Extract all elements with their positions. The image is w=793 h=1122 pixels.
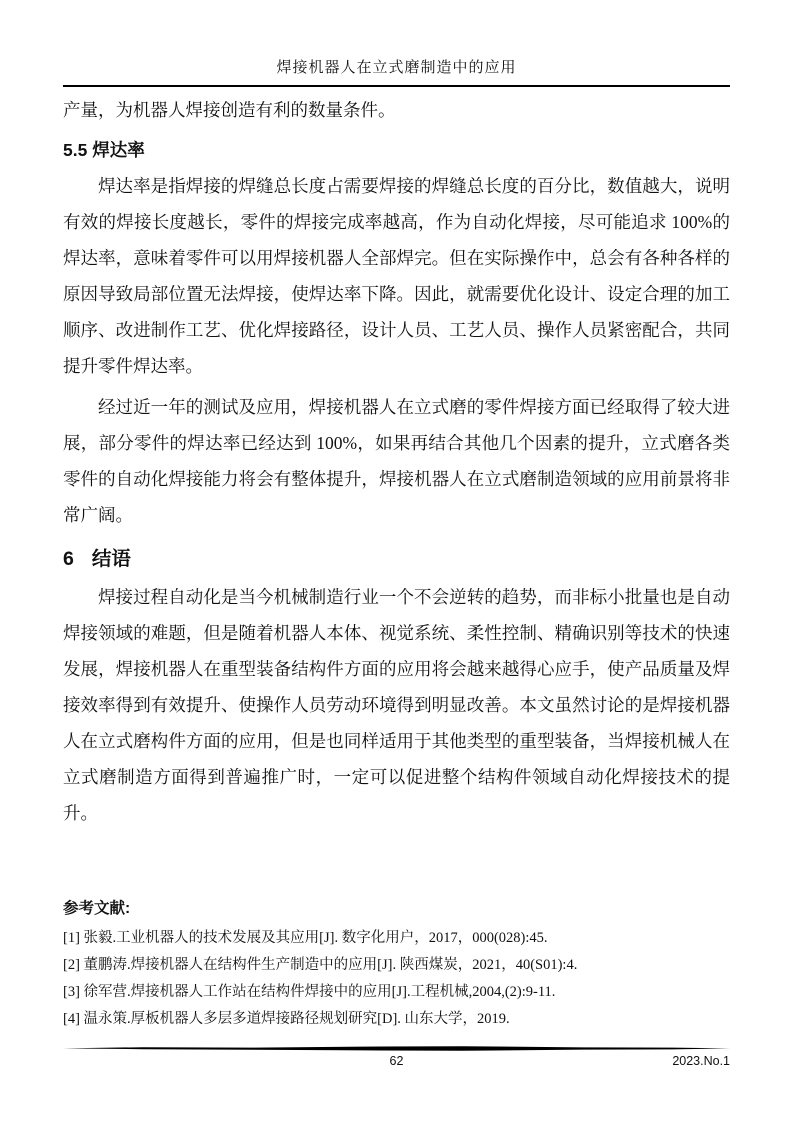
page-footer [63,1044,730,1073]
page-number: 62 [389,1054,404,1068]
paragraph-continuation: 产量，为机器人焊接创造有利的数量条件。 [63,100,396,120]
issue-label: 2023.No.1 [672,1054,730,1068]
references-section [63,897,730,1033]
reference-item: [4] 温永策.厚板机器人多层多道焊接路径规划研究[D]. 山东大学，2019. [63,1011,510,1027]
footer-rule-line [63,1044,730,1053]
section-heading-6-number: 6 [63,548,74,570]
footer-text-row [63,1053,730,1073]
section-6-paragraph: 焊接过程自动化是当今机械制造行业一个不会逆转的趋势，而非标小批量也是自动焊接领域的难题，但是随着机器人本体、视觉系统、柔性控制、精确识别等技术的快速发展，焊接机器人在重型装备结构件方面的应用将会越来越得心应手，使产品质量及焊接效率得到有效提升、使操作人员劳动环境得到明显改善。本文虽然讨论的是焊接机器人在立式磨构件方面的应用，但是也同样适用于其他类型的重型装备，当焊接机械人在立式磨制造方面得到普遍推广时，一定可以促进整个结构件领域自动化焊接技术的提升。 [63,587,730,823]
section-5-5-paragraph-2: 经过近一年的测试及应用，焊接机器人在立式磨的零件焊接方面已经取得了较大进展，部分零件的焊达率已经达到 100%，如果再结合其他几个因素的提升，立式磨各类零件的自动化焊接能力将会有整体提升，焊接机器人在立式磨制造领域的应用前景将非常广阔。 [63,397,730,525]
section-heading-6 [63,544,730,574]
reference-item: [3] 徐军营.焊接机器人工作站在结构件焊接中的应用[J].工程机械,2004,(2):9-11. [63,984,556,1000]
references-heading: 参考文献: [63,900,131,917]
running-header-title: 焊接机器人在立式磨制造中的应用 [63,56,730,87]
reference-item: [1] 张毅.工业机器人的技术发展及其应用[J]. 数字化用户，2017，000(028):45. [63,930,548,946]
section-5-5-paragraph-1: 焊达率是指焊接的焊缝总长度占需要焊接的焊缝总长度的百分比，数值越大，说明有效的焊接长度越长，零件的焊接完成率越高，作为自动化焊接，尽可能追求 100%的焊达率，意味着零件可以用焊接机器人全部焊完。但在实际操作中，总会有各种各样的原因导致局部位置无法焊接，使焊达率下降。因此，就需要优化设计、设定合理的加工顺序、改进制作工艺、优化焊接路径，设计人员、工艺人员、操作人员紧密配合，共同提升零件焊达率。 [63,176,730,376]
section-heading-6-title: 结语 [91,548,131,570]
section-heading-5-5: 5.5 焊达率 [63,140,145,160]
reference-item: [2] 董鹏涛.焊接机器人在结构件生产制造中的应用[J]. 陕西煤炭，2021，40(S01):4. [63,957,578,973]
